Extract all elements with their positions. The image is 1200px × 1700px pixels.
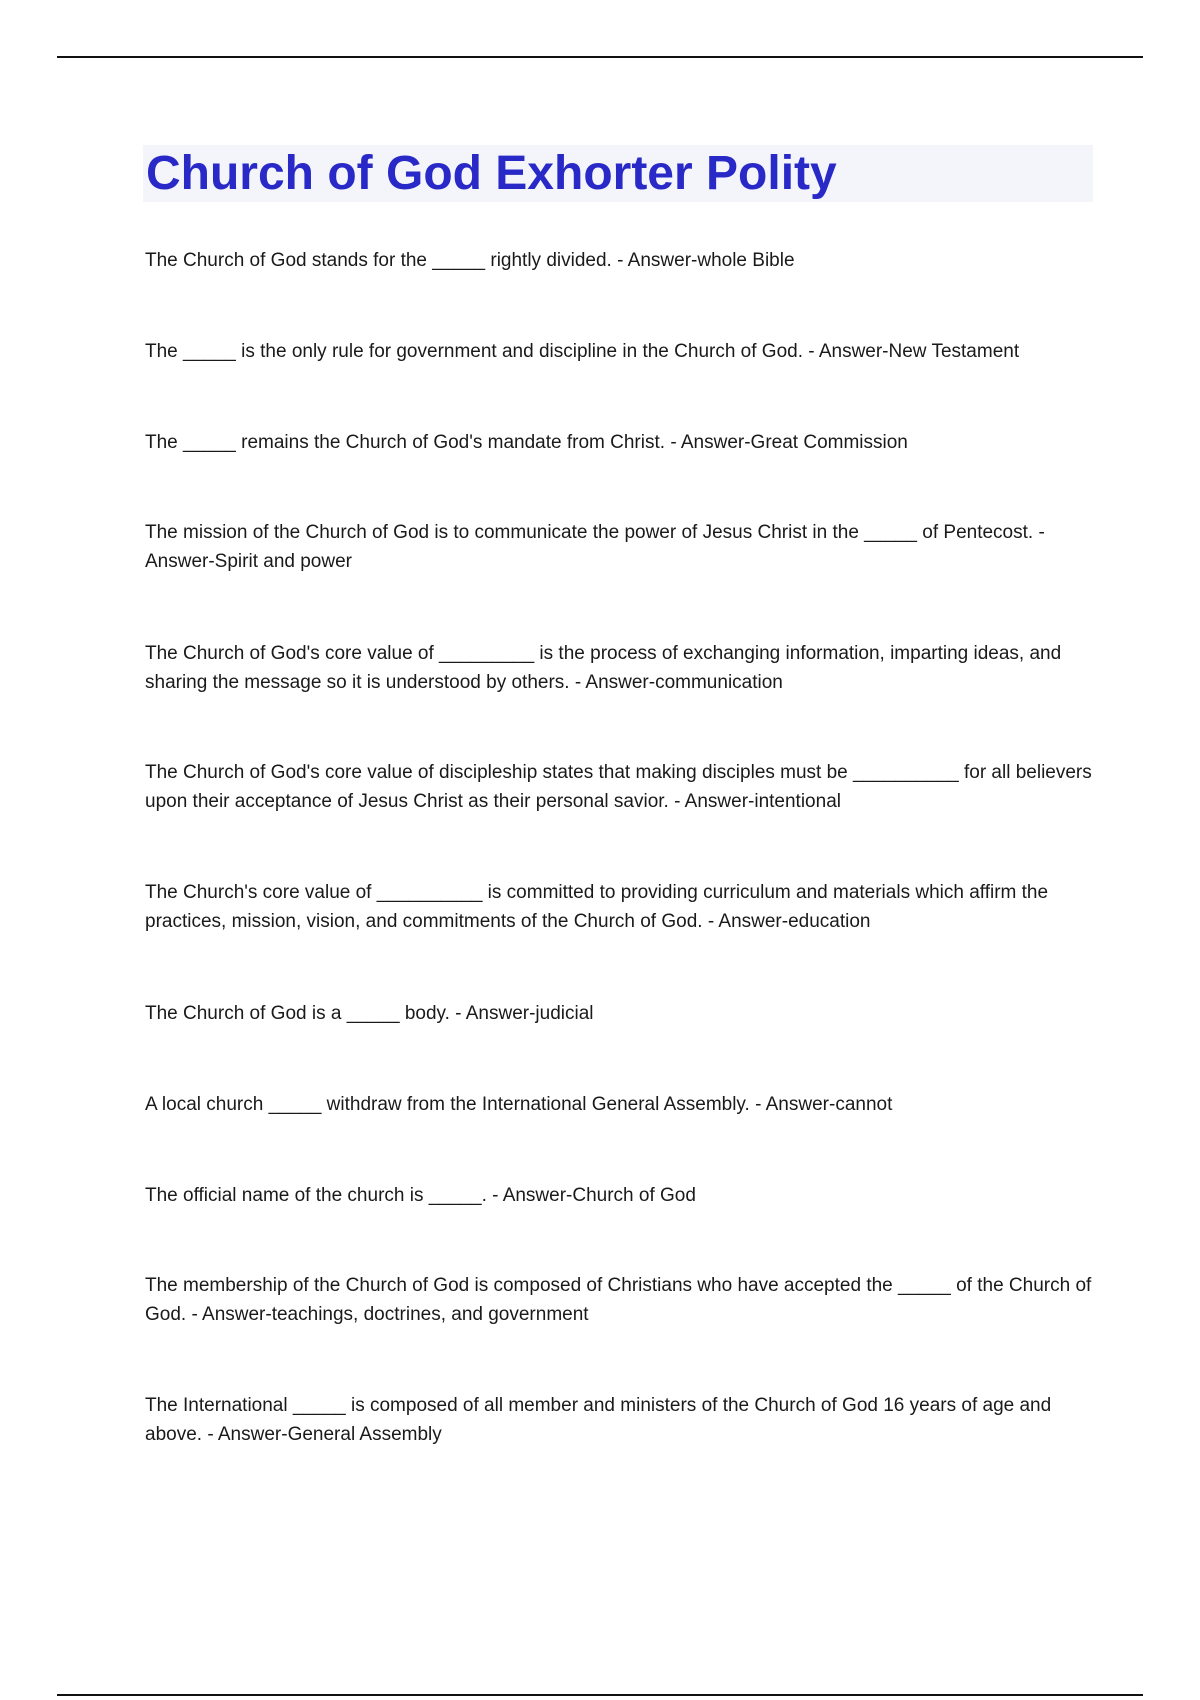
qa-item-8: The Church of God is a _____ body. - Answer-judicial <box>145 1003 594 1024</box>
qa-item-6: The Church of God's core value of discipleship states that making disciples must be __________ for all believers upon their acceptance of Jesus Christ as their personal savior. - Answer-intentional <box>145 762 1092 812</box>
qa-item-12: The International _____ is composed of all member and ministers of the Church of God 16 years of age and above. - Answer-General Assembly <box>145 1395 1052 1445</box>
qa-item-9: A local church _____ withdraw from the International General Assembly. - Answer-cannot <box>145 1094 893 1115</box>
qa-item-11: The membership of the Church of God is composed of Christians who have accepted the _____ of the Church of God. - Answer-teachings, doctrines, and government <box>145 1275 1092 1325</box>
top-rule <box>57 56 1143 58</box>
qa-item-7: The Church's core value of __________ is committed to providing curriculum and materials which affirm the practices, mission, vision, and commitments of the Church of God. - Answer-education <box>145 882 1049 932</box>
qa-item-3: The _____ remains the Church of God's mandate from Christ. - Answer-Great Commission <box>145 432 908 453</box>
qa-item-1: The Church of God stands for the _____ rightly divided. - Answer-whole Bible <box>145 250 795 271</box>
bottom-rule <box>57 1694 1143 1696</box>
document-title: Church of God Exhorter Polity <box>146 147 837 200</box>
qa-item-5: The Church of God's core value of _________ is the process of exchanging information, imparting ideas, and sharing the message so it is understood by others. - Answer-communication <box>145 643 1062 693</box>
qa-item-10: The official name of the church is _____. - Answer-Church of God <box>145 1185 696 1206</box>
qa-item-4: The mission of the Church of God is to communicate the power of Jesus Christ in the _____ of Pentecost. - Answer-Spirit and power <box>145 522 1045 572</box>
qa-item-2: The _____ is the only rule for government and discipline in the Church of God. - Answer-New Testament <box>145 341 1020 362</box>
